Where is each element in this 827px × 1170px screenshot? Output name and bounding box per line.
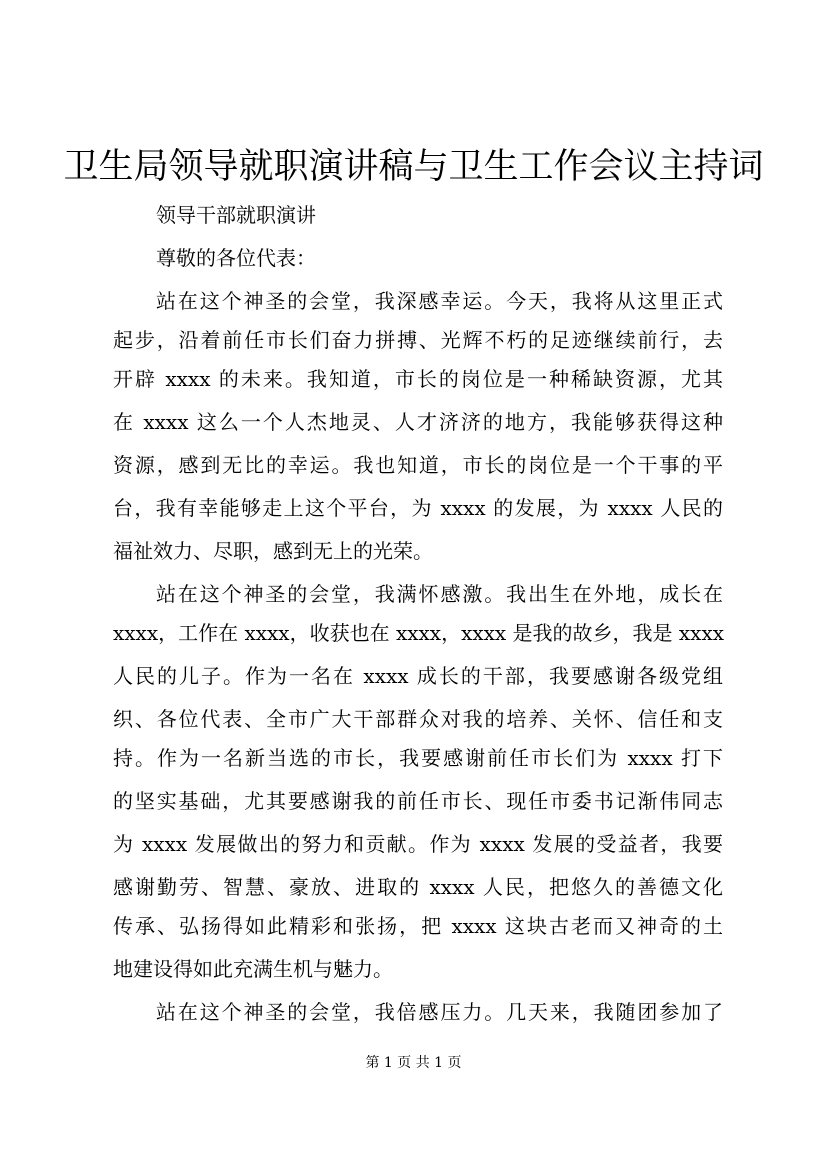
body-line: 站在这个神圣的会堂，我倍感压力。几天来，我随团参加了 [156, 1000, 723, 1024]
document-subtitle: 领导干部就职演讲 [156, 203, 316, 227]
body-line: 开辟 xxxx 的未来。我知道，市长的岗位是一种稀缺资源，尤其 [113, 367, 723, 391]
body-line: 地建设得如此充满生机与魅力。 [113, 957, 393, 981]
body-line: 站在这个神圣的会堂，我深感幸运。今天，我将从这里正式 [156, 289, 723, 313]
body-line: 织、各位代表、全市广大干部群众对我的培养、关怀、信任和支 [113, 707, 723, 731]
body-line: 人民的儿子。作为一名在 xxxx 成长的干部，我要感谢各级党组 [113, 664, 723, 688]
body-line: 台，我有幸能够走上这个平台，为 xxxx 的发展，为 xxxx 人民的 [113, 496, 723, 520]
body-line: 持。作为一名新当选的市长，我要感谢前任市长们为 xxxx 打下 [113, 746, 723, 770]
body-line: 传承、弘扬得如此精彩和张扬，把 xxxx 这块古老而又神奇的土 [113, 914, 723, 938]
page-number-footer: 第 1 页 共 1 页 [365, 1055, 462, 1071]
body-line: 福祉效力、尽职，感到无上的光荣。 [113, 539, 433, 563]
body-line: xxxx，工作在 xxxx，收获也在 xxxx，xxxx 是我的故乡，我是 xxxx [113, 621, 725, 645]
body-line: 站在这个神圣的会堂，我满怀感激。我出生在外地，成长在 [156, 582, 723, 606]
body-line: 在 xxxx 这么一个人杰地灵、人才济济的地方，我能够获得这种 [113, 410, 723, 434]
body-line: 资源，感到无比的幸运。我也知道，市长的岗位是一个干事的平 [113, 453, 723, 477]
body-line: 为 xxxx 发展做出的努力和贡献。作为 xxxx 发展的受益者，我要 [113, 832, 723, 856]
salutation: 尊敬的各位代表： [156, 246, 316, 270]
document-title: 卫生局领导就职演讲稿与卫生工作会议主持词 [63, 147, 764, 187]
body-line: 感谢勤劳、智慧、豪放、进取的 xxxx 人民，把悠久的善德文化 [113, 875, 723, 899]
body-line: 的坚实基础，尤其要感谢我的前任市长、现任市委书记渐伟同志 [113, 789, 723, 813]
body-line: 起步，沿着前任市长们奋力拼搏、光辉不朽的足迹继续前行，去 [113, 328, 723, 352]
